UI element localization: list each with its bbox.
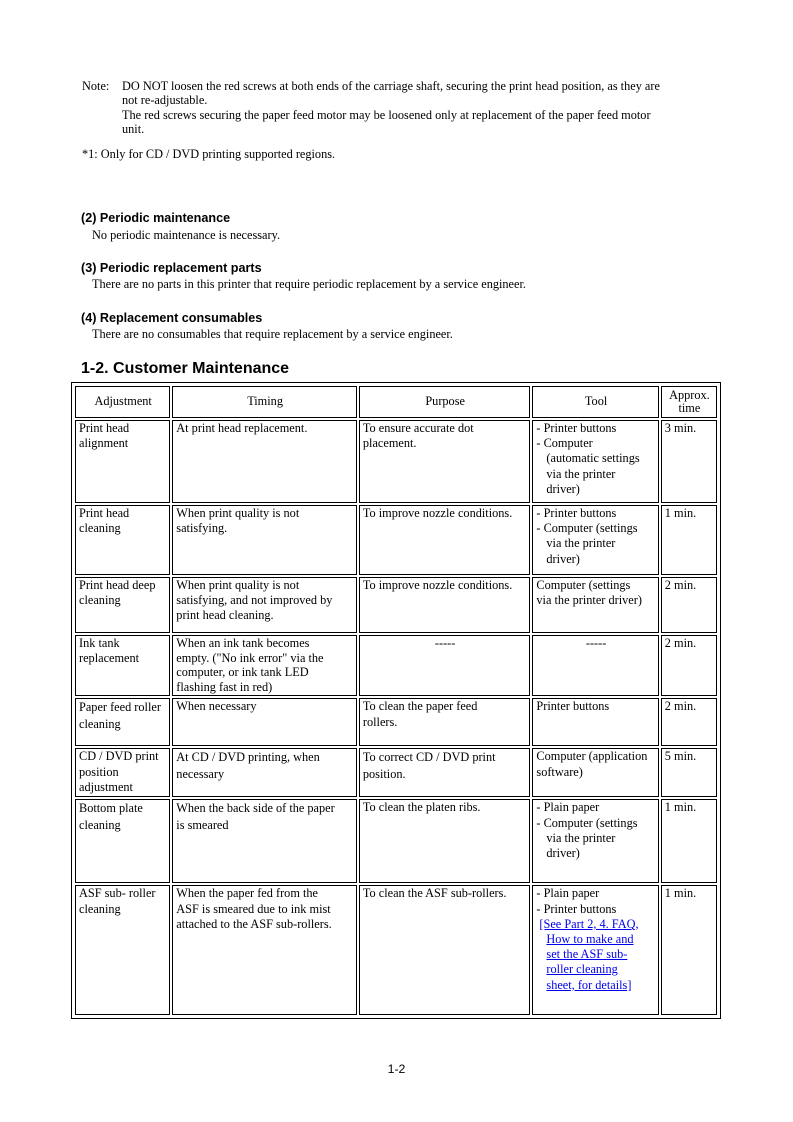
cell-purpose <box>359 577 531 633</box>
link-line[interactable]: How to make and <box>546 931 634 946</box>
cell-line: adjustment <box>79 779 133 794</box>
cell-line: flashing fast in red) <box>176 679 273 694</box>
tool-text: Computer (settings <box>543 815 638 830</box>
cell-timing <box>172 885 357 1015</box>
tool-item <box>536 521 655 567</box>
table-row <box>75 885 717 1015</box>
note-line: The red screws securing the paper feed motor may be loosened only at replacement of the paper feed motor <box>122 107 651 122</box>
link-line[interactable]: roller cleaning <box>546 962 618 977</box>
cell-line: At print head replacement. <box>176 421 308 435</box>
cell-time: 2 min. <box>661 635 717 696</box>
cell-purpose <box>359 698 531 746</box>
faq-reference-link[interactable] <box>536 917 655 993</box>
dash: - <box>536 886 544 901</box>
cell-time: 5 min. <box>661 748 717 797</box>
tool-text: Printer buttons <box>543 506 617 520</box>
cell-line: To improve nozzle conditions. <box>362 578 513 592</box>
dash: - <box>536 901 544 916</box>
cell-line: cleaning <box>79 521 121 536</box>
header-time-line: time <box>678 400 701 415</box>
tool-sub-line: via the printer <box>546 536 616 551</box>
tool-sub-line: (automatic settings <box>546 451 640 466</box>
tool-sub-line: via the printer <box>546 466 616 481</box>
cell-adjustment <box>75 698 170 746</box>
cell-adjustment <box>75 577 170 633</box>
cell-adjustment <box>75 748 170 797</box>
text-replacement-consumables: There are no consumables that require replacement by a service engineer. <box>92 327 453 341</box>
cell-adjustment <box>75 505 170 575</box>
table-row <box>75 420 717 503</box>
cell-line: To improve nozzle conditions. <box>362 506 513 520</box>
heading-periodic-maintenance: (2) Periodic maintenance <box>81 211 231 225</box>
cell-timing <box>172 748 357 797</box>
cell-purpose <box>359 420 531 503</box>
cell-purpose <box>359 505 531 575</box>
cell-timing <box>172 577 357 633</box>
dash: - <box>536 815 544 830</box>
cell-timing <box>172 799 357 883</box>
cell-line: CD / DVD print <box>79 749 159 764</box>
cell-tool <box>532 505 658 575</box>
dash: - <box>536 521 544 536</box>
dash: - <box>536 506 544 520</box>
table-row <box>75 698 717 746</box>
cell-line: cleaning <box>79 593 121 608</box>
cell-line: When the back side of the paper <box>176 801 335 816</box>
note-line: not re-adjustable. <box>122 93 208 108</box>
cell-line: computer, or ink tank LED <box>176 665 309 680</box>
cell-line: software) <box>536 764 583 779</box>
dash: - <box>536 800 544 815</box>
cell-line: Print head <box>79 421 130 435</box>
maintenance-table <box>71 382 721 1019</box>
cell-line: empty. ("No ink error" via the <box>176 650 324 665</box>
cell-line: Print head deep <box>79 578 156 592</box>
link-line[interactable]: [See Part 2, 4. FAQ, <box>539 916 639 931</box>
link-line[interactable]: sheet, for details] <box>546 977 632 992</box>
cell-line: To correct CD / DVD print <box>362 750 496 765</box>
text-periodic-maintenance: No periodic maintenance is necessary. <box>92 228 281 242</box>
table-row <box>75 505 717 575</box>
cell-purpose: ----- <box>359 635 531 696</box>
cell-timing <box>172 698 357 746</box>
cell-line: Computer (application <box>536 749 648 764</box>
tool-sub-line: driver) <box>546 481 580 496</box>
cell-line: Computer (settings <box>536 578 631 592</box>
cell-tool: ----- <box>532 635 658 696</box>
cell-purpose <box>359 885 531 1015</box>
tool-item <box>536 506 655 521</box>
cell-line: Ink tank <box>79 636 120 650</box>
cell-time: 1 min. <box>661 799 717 883</box>
tool-sub-line: via the printer <box>546 830 616 845</box>
page-number: 1-2 <box>387 1062 406 1076</box>
section-title-customer-maintenance: 1-2. Customer Maintenance <box>81 360 290 377</box>
table-row <box>75 748 717 797</box>
text-periodic-replacement: There are no parts in this printer that require periodic replacement by a service engineer. <box>92 277 526 291</box>
footnote: *1: Only for CD / DVD printing supported regions. <box>82 147 336 161</box>
header-approx-time <box>661 386 717 418</box>
tool-item <box>536 886 655 901</box>
table-row <box>75 799 717 883</box>
cell-line: When necessary <box>176 699 257 714</box>
heading-periodic-replacement: (3) Periodic replacement parts <box>81 261 262 275</box>
table-row <box>75 577 717 633</box>
cell-line: print head cleaning. <box>176 608 274 623</box>
note-line: unit. <box>122 122 145 137</box>
cell-line: is smeared <box>176 818 229 833</box>
cell-line: To clean the paper feed <box>362 699 478 714</box>
cell-timing <box>172 635 357 696</box>
cell-line: Bottom plate <box>79 801 143 816</box>
tool-sub-line: driver) <box>546 845 580 860</box>
link-line[interactable]: set the ASF sub- <box>546 947 628 962</box>
cell-line: satisfying. <box>176 521 228 536</box>
cell-line: When print quality is not <box>176 506 300 520</box>
cell-line: To clean the ASF sub-rollers. <box>362 886 507 901</box>
cell-line: position <box>79 764 119 779</box>
dash: - <box>536 421 544 435</box>
cell-line: cleaning <box>79 818 121 833</box>
tool-item <box>536 421 655 436</box>
cell-line: When the paper fed from the <box>176 886 318 901</box>
cell-line: replacement <box>79 651 140 666</box>
cell-line: cleaning <box>79 901 121 916</box>
header-tool: Tool <box>532 386 658 418</box>
cell-adjustment <box>75 799 170 883</box>
cell-line: necessary <box>176 767 225 782</box>
note-label: Note: <box>82 79 110 93</box>
cell-tool <box>532 748 658 797</box>
tool-sub-line: driver) <box>546 551 580 566</box>
cell-time: 1 min. <box>661 885 717 1015</box>
cell-time: 2 min. <box>661 698 717 746</box>
cell-tool <box>532 577 658 633</box>
cell-adjustment <box>75 420 170 503</box>
cell-line: To ensure accurate dot <box>362 421 474 435</box>
cell-time: 2 min. <box>661 577 717 633</box>
cell-line: via the printer driver) <box>536 593 642 608</box>
cell-line: ASF is smeared due to ink mist <box>176 901 331 916</box>
cell-purpose <box>359 748 531 797</box>
header-timing: Timing <box>172 386 357 418</box>
cell-line: rollers. <box>362 714 398 729</box>
table-row <box>75 635 717 696</box>
tool-item <box>536 436 655 497</box>
cell-line: ASF sub- roller <box>79 886 156 901</box>
cell-timing <box>172 505 357 575</box>
cell-line: To clean the platen ribs. <box>362 800 481 815</box>
cell-line: satisfying, and not improved by <box>176 593 333 608</box>
cell-purpose <box>359 799 531 883</box>
tool-item <box>536 902 655 917</box>
cell-adjustment <box>75 635 170 696</box>
cell-line: Print head <box>79 506 130 520</box>
tool-text: Printer buttons <box>543 421 617 435</box>
note-line: DO NOT loosen the red screws at both ends of the carriage shaft, securing the print head position, as they are <box>122 79 660 93</box>
cell-line: When an ink tank becomes <box>176 636 310 650</box>
cell-line: When print quality is not <box>176 578 300 592</box>
cell-line: At CD / DVD printing, when <box>176 750 320 765</box>
cell-tool <box>532 799 658 883</box>
cell-line: alignment <box>79 436 129 451</box>
cell-line: attached to the ASF sub-rollers. <box>176 916 332 931</box>
cell-adjustment <box>75 885 170 1015</box>
tool-text: Computer (settings <box>543 521 638 536</box>
cell-line: position. <box>362 767 406 782</box>
header-adjustment: Adjustment <box>75 386 170 418</box>
tool-item <box>536 800 655 815</box>
tool-text: Plain paper <box>543 886 600 901</box>
cell-tool <box>532 698 658 746</box>
cell-tool <box>532 420 658 503</box>
heading-replacement-consumables: (4) Replacement consumables <box>81 311 263 325</box>
cell-time: 3 min. <box>661 420 717 503</box>
tool-text: Printer buttons <box>543 901 617 916</box>
cell-time: 1 min. <box>661 505 717 575</box>
note-block <box>82 79 722 137</box>
header-purpose: Purpose <box>359 386 531 418</box>
tool-text: Computer <box>543 436 593 451</box>
header-time-line: Approx. <box>669 387 710 402</box>
cell-line: Printer buttons <box>536 699 610 714</box>
cell-line: placement. <box>362 436 417 451</box>
cell-tool <box>532 885 658 1015</box>
dash: - <box>536 436 544 451</box>
cell-line: Paper feed roller <box>79 700 161 715</box>
tool-text: Plain paper <box>543 800 600 815</box>
cell-timing <box>172 420 357 503</box>
tool-item <box>536 816 655 862</box>
cell-line: cleaning <box>79 717 121 732</box>
